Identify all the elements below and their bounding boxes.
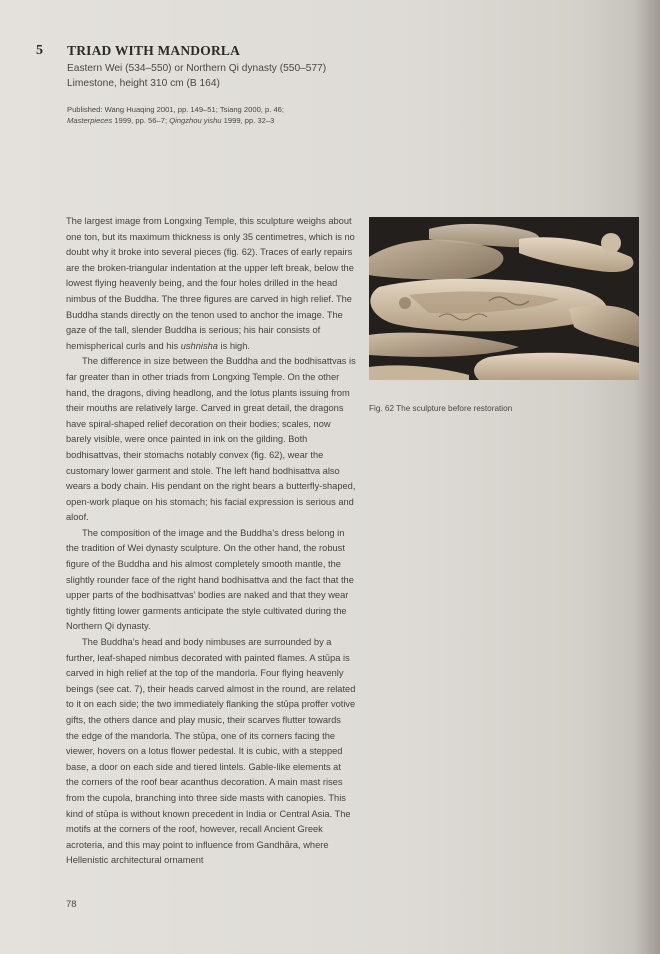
published-line-2 <box>67 115 284 126</box>
dating-line: Eastern Wei (534–550) or Northern Qi dynasty (550–577) <box>67 63 327 74</box>
page-gutter-shadow <box>634 0 660 954</box>
ref-pages-2: 1999, pp. 32–3 <box>221 116 275 125</box>
paragraph-1 <box>66 214 356 354</box>
material-line: Limestone, height 310 cm (B 164) <box>67 78 220 89</box>
paragraph-2: The difference in size between the Buddha and the bodhisattvas is far greater than in other triads from Longxing Temple. On the other hand, the dragons, diving headlong, and the lotus plants issuing from their mouths are relatively large. Carved in great detail, the dragons have spiral-shaped relief decoration on their bodies; scales, now barely visible, were once painted in ink on the gilding. Both bodhisattvas, their stomachs notably convex (fig. 62), wear the customary lower garment and stole. The left hand bodhisattva also wears a body chain. His pendant on the right bears a butterfly-shaped, open-work plaque on his stomach; his facial expression is serious and aloof. <box>66 356 356 523</box>
catalogue-number: 5 <box>36 43 43 58</box>
paragraph-4: The Buddha’s head and body nimbuses are surrounded by a further, leaf-shaped nimbus decorated with painted flames. A stūpa is carved in high relief at the top of the mandorla. Four flying heavenly beings (see cat. 7), their heads carved almost in the round, are related to it on each side; the two immediately flanking the stūpa proffer votive gifts, the others dance and play music, their scarves flutter towards the edge of the mandorla. The stūpa, one of its corners facing the viewer, hovers on a lotus flower pedestal. It is cubic, with a stepped base, a door on each side and tiered lintels. Gable-like elements at the corners of the roof bear acanthus decoration. A main mast rises from the cupola, branching into three side masts with canopies. This kind of stūpa is without known precedent in India or Central Asia. The motifs at the corners of the roof, however, recall Ancient Greek acroteria, and this may point to influence from Gandhāra, where Hellenistic architectural ornament <box>66 637 356 866</box>
sculpture-fragments-illustration <box>369 217 639 380</box>
ref-pages-1: 1999, pp. 56–7; <box>112 116 170 125</box>
paragraph-1-text-b: is high. <box>217 340 250 351</box>
published-line-1: Published: Wang Huaqing 2001, pp. 149–51; Tsiang 2000, p. 46; <box>67 105 285 114</box>
ushnisha-term: ushnisha <box>180 340 218 351</box>
entry-title: TRIAD WITH MANDORLA <box>67 43 241 58</box>
ref-title-qingzhou: Qingzhou yishu <box>169 116 222 125</box>
publication-references <box>67 104 284 126</box>
paragraph-3: The composition of the image and the Buddha’s dress belong in the tradition of Wei dynasty sculpture. On the other hand, the robust figure of the Buddha and his almost completely smooth mantle, the slightly rounder face of the right hand bodhisattva and the fact that the upper parts of the bodhisattvas’ bodies are naked and that they wear tightly fitting lower garments anticipate the style cultivated during the Northern Qi dynasty. <box>66 527 354 632</box>
entry-metadata <box>67 61 326 91</box>
figure-caption: Fig. 62 The sculpture before restoration <box>369 404 513 413</box>
paragraph-1-text-a: The largest image from Longxing Temple, this sculpture weighs about one ton, but its maximum thickness is only 35 centimetres, which is no doubt why it broke into several pieces (fig. 62). Traces of early repairs are the broken-triangular indentation at the upper left break, below the lowest flying heavenly being, and the four holes drilled in the head nimbus of the Buddha. The three figures are carved in high relief. The Buddha stands directly on the tenon used to anchor the image. The gaze of the tall, slender Buddha is serious; his hair consists of hemispherical curls and his <box>66 216 355 351</box>
figure-62-photo <box>369 217 639 380</box>
body-text <box>66 214 356 869</box>
ref-title-masterpieces: Masterpieces <box>67 116 113 125</box>
page-number: 78 <box>66 899 77 910</box>
